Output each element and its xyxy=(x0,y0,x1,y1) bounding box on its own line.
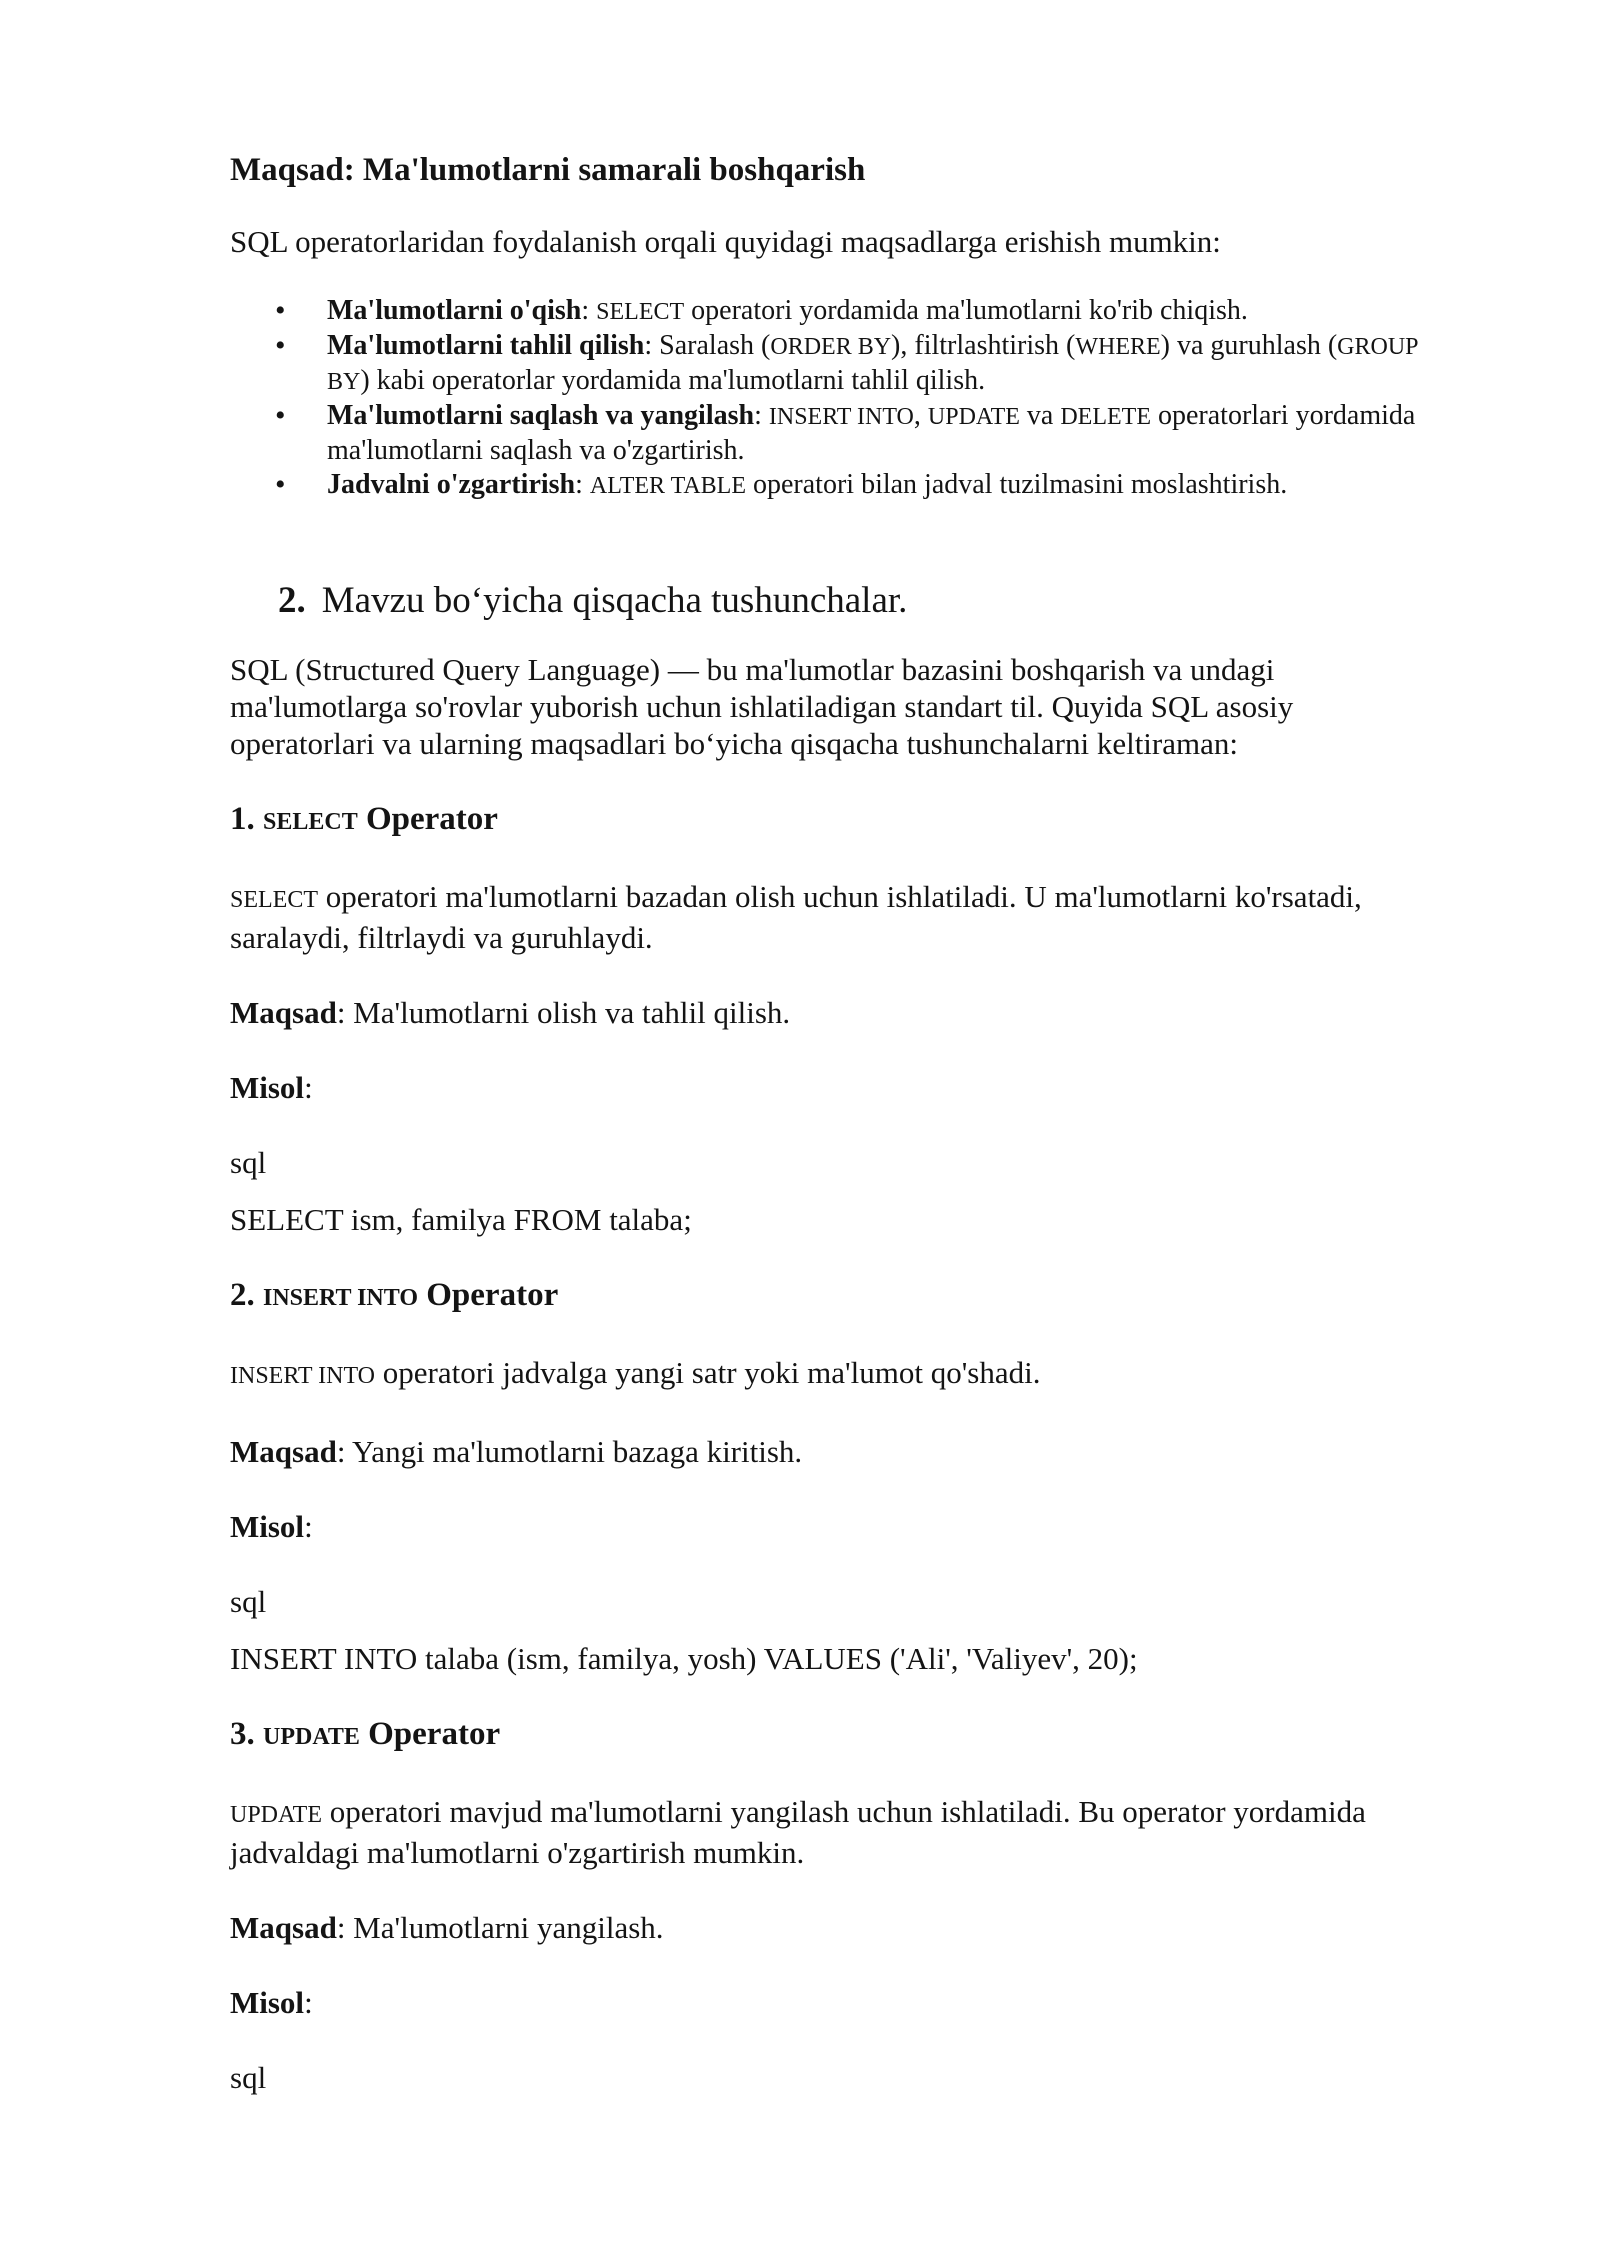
operator-goal: Maqsad: Yangi ma'lumotlarni bazaga kiritish. xyxy=(230,1434,803,1469)
sql-keyword: WHERE xyxy=(1075,334,1161,360)
operator-description: INSERT INTO operatori jadvalga yangi satr yoki ma'lumot qo'shadi. xyxy=(230,1355,1041,1390)
example-label: Misol: xyxy=(230,1985,313,2020)
section-title: Mavzu bo‘yicha qisqacha tushunchalar. xyxy=(321,580,908,621)
operator-heading: 1. SELECT Operator xyxy=(230,801,498,837)
document-page xyxy=(230,150,1430,2096)
operator-heading: 3. UPDATE Operator xyxy=(230,1716,501,1752)
operator-keyword: UPDATE xyxy=(263,1724,360,1750)
list-item-lead: Jadvalni o'zgartirish xyxy=(327,469,576,500)
operator-goal: Maqsad: Ma'lumotlarni yangilash. xyxy=(230,1910,664,1945)
sql-keyword: DELETE xyxy=(1060,404,1151,430)
intro-paragraph: SQL operatorlaridan foydalanish orqali quyidagi maqsadlarga erishish mumkin: xyxy=(230,224,1221,259)
list-item: • Ma'lumotlarni o'qish: SELECT operatori yordamida ma'lumotlarni ko'rib chiqish. xyxy=(327,294,1430,329)
sql-keyword: GROUP BY xyxy=(327,334,1418,395)
code-language: sql xyxy=(230,1584,267,1619)
goals-list xyxy=(230,294,1430,503)
section-heading xyxy=(230,579,1430,623)
sql-keyword: SELECT xyxy=(230,887,318,913)
operator-keyword: SELECT xyxy=(263,809,358,835)
code-language: sql xyxy=(230,1145,267,1180)
operator-description: SELECT operatori ma'lumotlarni bazadan olish uchun ishlatiladi. U ma'lumotlarni ko'rsatadi, saralaydi, filtrlaydi va guruhlaydi. xyxy=(230,879,1362,955)
operator-keyword: INSERT INTO xyxy=(263,1285,419,1311)
code-language: sql xyxy=(230,2060,267,2095)
sql-keyword: UPDATE xyxy=(230,1802,323,1828)
sql-keyword: UPDATE xyxy=(927,404,1020,430)
list-item: • Jadvalni o'zgartirish: ALTER TABLE operatori bilan jadval tuzilmasini moslashtirish. xyxy=(327,468,1430,503)
sql-keyword: ALTER TABLE xyxy=(589,473,746,499)
page-title: Maqsad: Ma'lumotlarni samarali boshqarish xyxy=(230,152,866,188)
sql-keyword: INSERT INTO xyxy=(768,404,914,430)
section-number: 2. xyxy=(278,580,306,621)
sql-keyword: INSERT INTO xyxy=(230,1363,376,1389)
example-label: Misol: xyxy=(230,1070,313,1105)
list-item-lead: Ma'lumotlarni tahlil qilish xyxy=(327,330,645,361)
list-item-lead: Ma'lumotlarni o'qish xyxy=(327,295,582,326)
sql-keyword: SELECT xyxy=(596,299,685,325)
code-example: SELECT ism, familya FROM talaba; xyxy=(230,1202,692,1237)
list-item-lead: Ma'lumotlarni saqlash va yangilash xyxy=(327,400,755,431)
sql-keyword: ORDER BY xyxy=(770,334,892,360)
list-item: • Ma'lumotlarni saqlash va yangilash: INSERT INTO, UPDATE va DELETE operatorlari yordamida ma'lumotlarni saqlash va o'zgartirish. xyxy=(327,399,1430,468)
list-item: • Ma'lumotlarni tahlil qilish: Saralash (ORDER BY), filtrlashtirish (WHERE) va guruhlash (GROUP BY) kabi operatorlar yordamida ma'lumotlarni tahlil qilish. xyxy=(327,329,1430,399)
operator-description: UPDATE operatori mavjud ma'lumotlarni yangilash uchun ishlatiladi. Bu operator yordamida jadvaldagi ma'lumotlarni o'zgartirish mumkin. xyxy=(230,1794,1366,1870)
operator-goal: Maqsad: Ma'lumotlarni olish va tahlil qilish. xyxy=(230,995,791,1030)
example-label: Misol: xyxy=(230,1509,313,1544)
section-description: SQL (Structured Query Language) — bu ma'lumotlar bazasini boshqarish va undagi ma'lumotlarga so'rovlar yuborish uchun ishlatiladigan standart til. Quyida SQL asosiy operatorlari va ularning maqsadlari bo‘yicha qisqacha tushunchalarni keltiraman: xyxy=(230,652,1294,761)
code-example: INSERT INTO talaba (ism, familya, yosh) VALUES ('Ali', 'Valiyev', 20); xyxy=(230,1641,1138,1676)
operator-heading: 2. INSERT INTO Operator xyxy=(230,1277,559,1313)
